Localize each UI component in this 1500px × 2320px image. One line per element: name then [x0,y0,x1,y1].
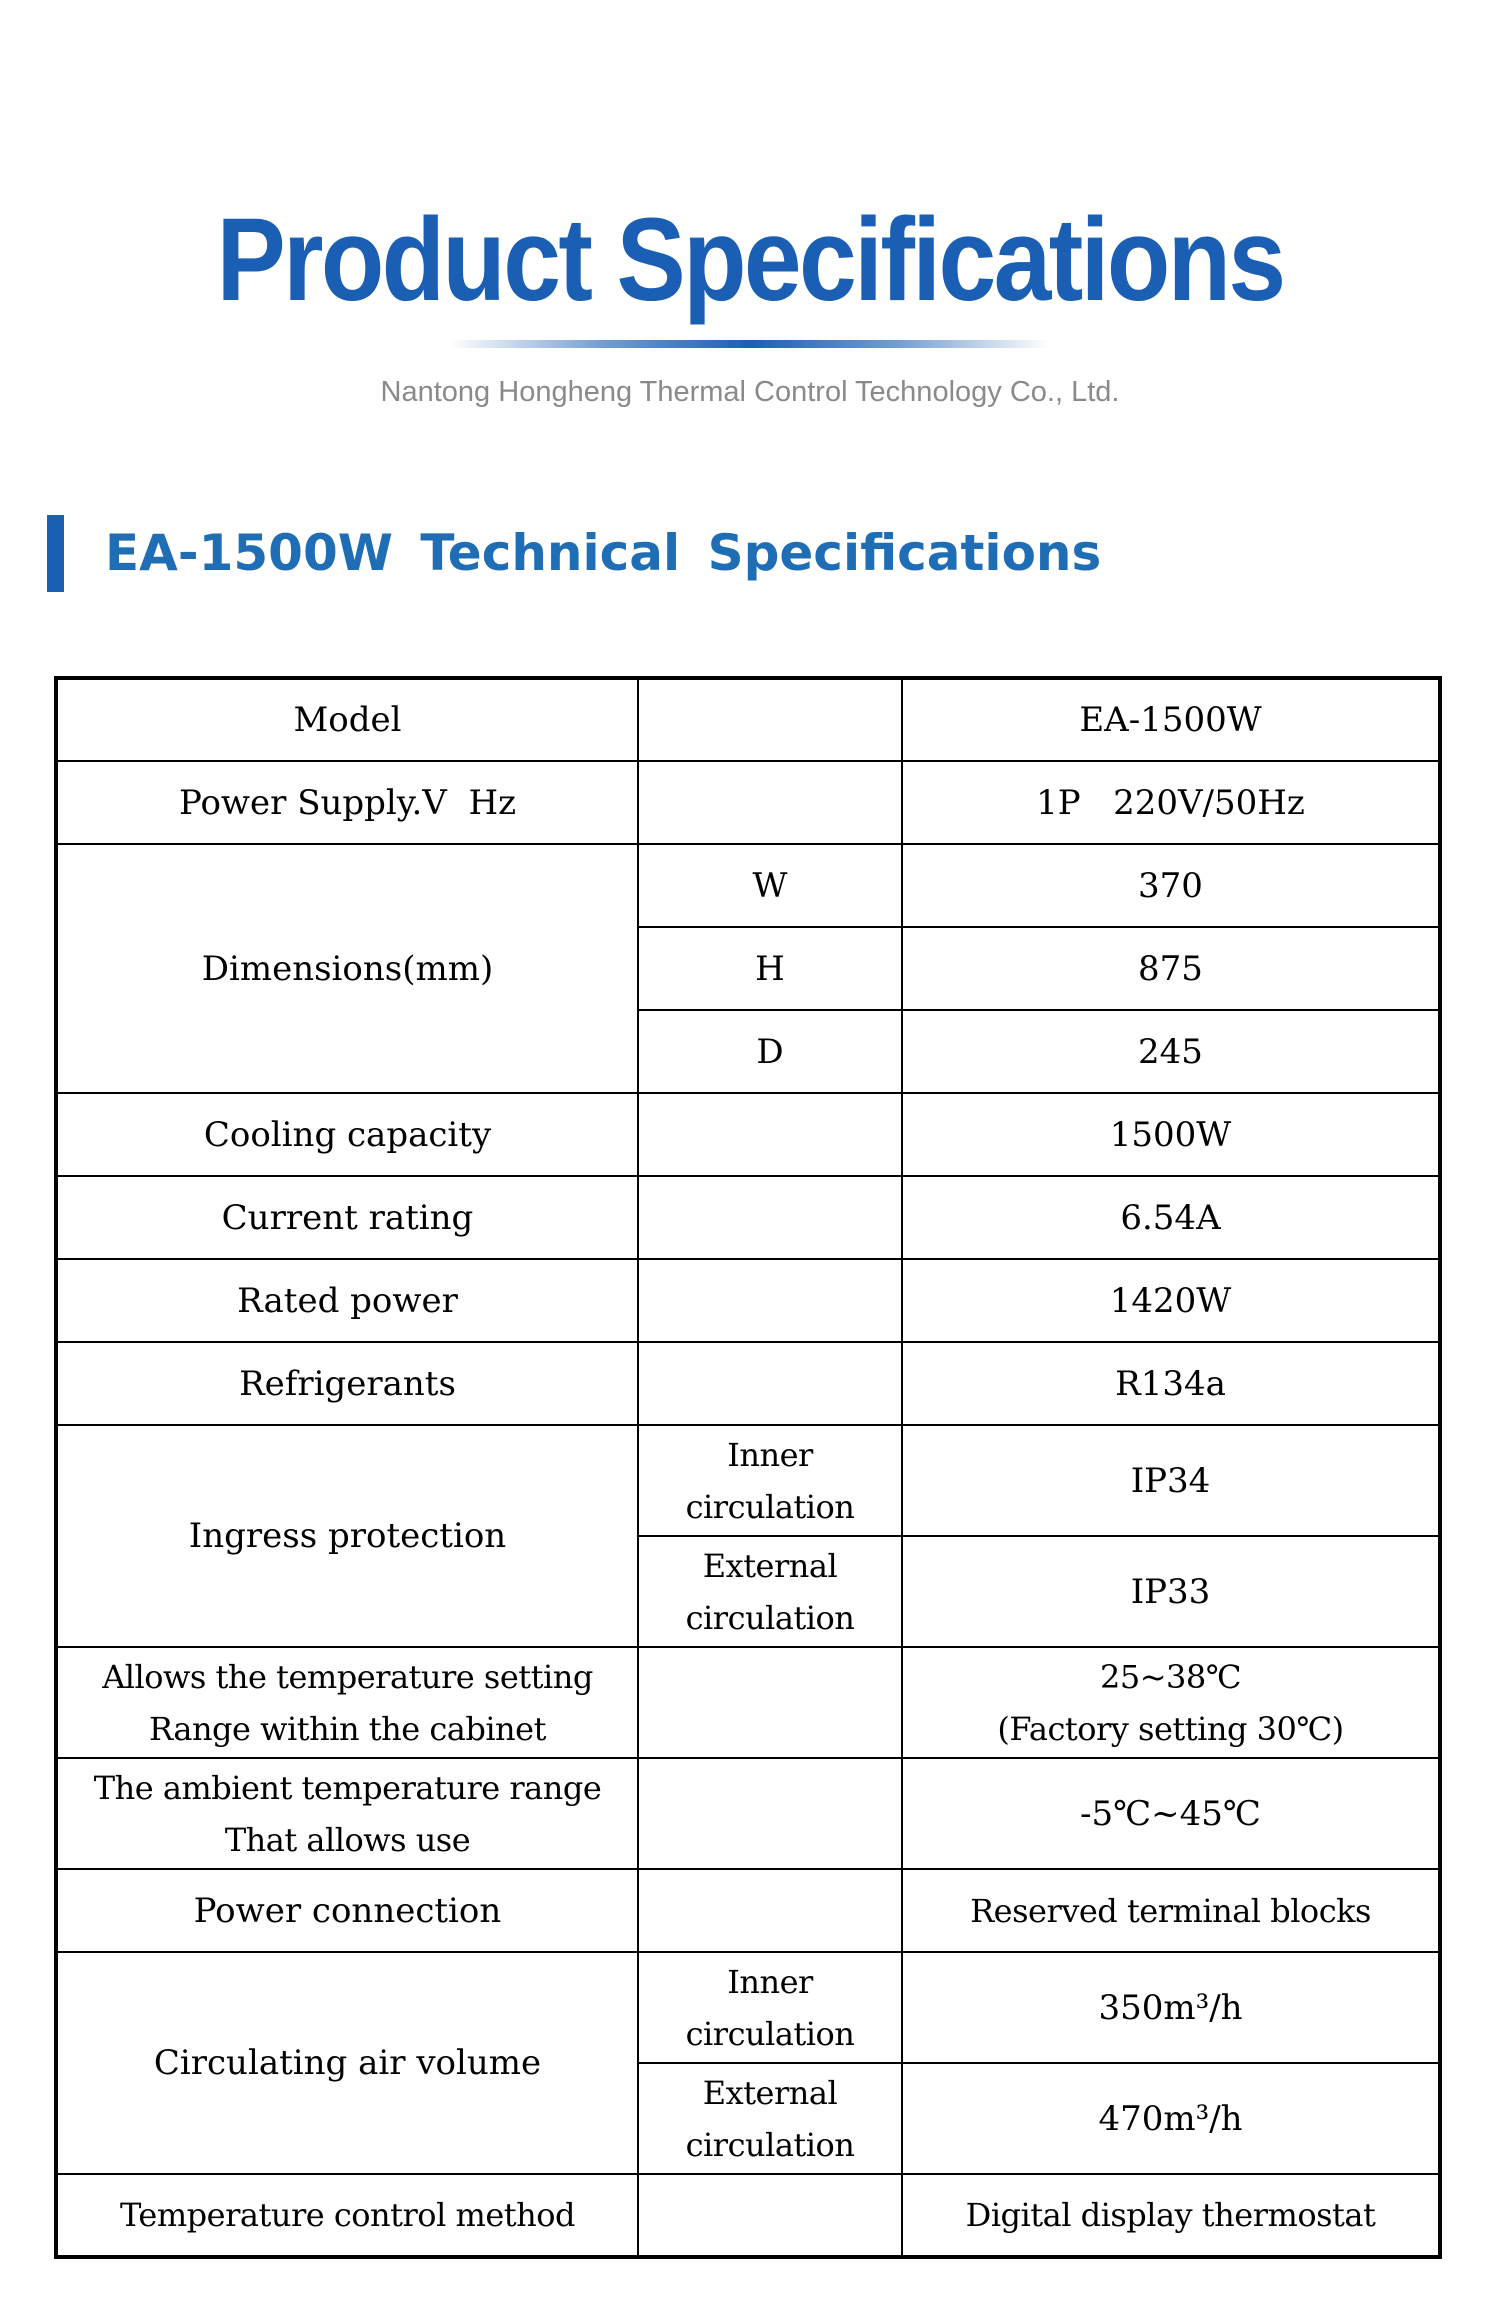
sub-param-cell [638,1647,902,1758]
param-value: 1P 220V/50Hz [902,761,1440,844]
sub-param-label: D [638,1010,902,1093]
sub-param-label: W [638,844,902,927]
param-value: 370 [902,844,1440,927]
param-label: Refrigerants [56,1342,638,1425]
param-label: Allows the temperature setting Range within the cabinet [56,1647,638,1758]
sub-param-cell [638,761,902,844]
table-row [56,678,1440,761]
table-row [56,1259,1440,1342]
sub-param-label: Inner circulation [638,1425,902,1536]
title-underline [450,340,1050,348]
sub-param-cell [638,2174,902,2257]
sub-param-cell [638,1758,902,1869]
param-value: 1420W [902,1259,1440,1342]
table-row [56,1425,1440,1536]
table-row [56,1952,1440,2063]
param-label: Power Supply.V Hz [56,761,638,844]
sub-param-cell [638,1342,902,1425]
param-label: Dimensions(mm) [56,844,638,1093]
param-label: Ingress protection [56,1425,638,1647]
sub-param-label: External circulation [638,2063,902,2174]
table-row [56,1093,1440,1176]
param-label: Temperature control method [56,2174,638,2257]
sub-param-cell [638,1259,902,1342]
param-label: Power connection [56,1869,638,1952]
param-value: 1500W [902,1093,1440,1176]
param-value: Digital display thermostat [902,2174,1440,2257]
sub-param-label: H [638,927,902,1010]
sub-param-cell [638,1176,902,1259]
spec-table [54,676,1442,2259]
param-value: IP34 [902,1425,1440,1536]
param-value: 6.54A [902,1176,1440,1259]
param-label: Current rating [56,1176,638,1259]
param-label: Model [56,678,638,761]
table-row [56,1176,1440,1259]
param-label: Circulating air volume [56,1952,638,2174]
page-title: Product Specifications [216,194,1284,326]
table-row [56,761,1440,844]
table-row [56,844,1440,927]
sub-param-cell [638,678,902,761]
table-row [56,1869,1440,1952]
param-value: Reserved terminal blocks [902,1869,1440,1952]
sub-param-label: External circulation [638,1536,902,1647]
param-value: R134a [902,1342,1440,1425]
param-value: 25~38℃ (Factory setting 30℃) [902,1647,1440,1758]
param-value: -5℃~45℃ [902,1758,1440,1869]
param-value: 350m³/h [902,1952,1440,2063]
param-value: 245 [902,1010,1440,1093]
param-value: 470m³/h [902,2063,1440,2174]
param-label: Rated power [56,1259,638,1342]
param-label: The ambient temperature range That allows use [56,1758,638,1869]
param-label: Cooling capacity [56,1093,638,1176]
section-heading: EA-1500W Technical Specifications [105,524,1102,582]
table-row [56,1758,1440,1869]
param-value: EA-1500W [902,678,1440,761]
sub-param-label: Inner circulation [638,1952,902,2063]
table-row [56,1342,1440,1425]
sub-param-cell [638,1093,902,1176]
company-subtitle: Nantong Hongheng Thermal Control Technology Co., Ltd. [380,376,1120,408]
sub-param-cell [638,1869,902,1952]
section-accent-bar [47,515,64,592]
table-row [56,1647,1440,1758]
param-value: IP33 [902,1536,1440,1647]
table-row [56,2174,1440,2257]
param-value: 875 [902,927,1440,1010]
